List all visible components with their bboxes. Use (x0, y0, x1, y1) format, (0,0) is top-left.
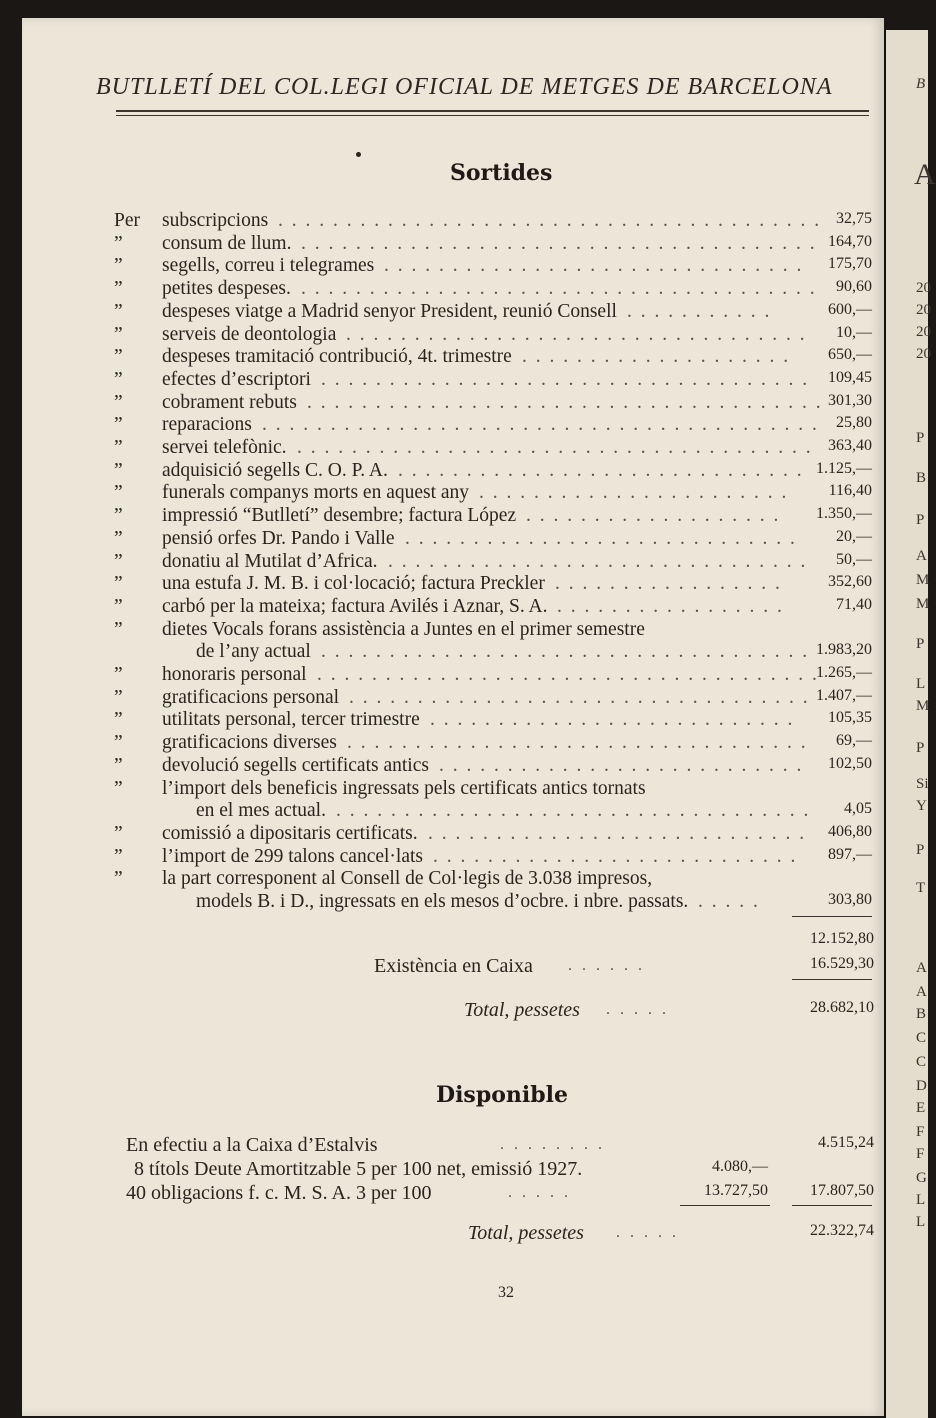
row-label: l’import de 299 talons cancel·lats (162, 845, 424, 867)
sliver-line: C (916, 1054, 927, 1070)
disponible-row-1-leader: . . . . . . . . (500, 1136, 605, 1153)
existencia-label: Existència en Caixa (374, 955, 533, 977)
sortides-row (114, 460, 872, 484)
row-leader: . . . . . . . . . . . . . . . . . . . . (522, 346, 791, 368)
row-prefix: ” (114, 777, 123, 799)
sortides-row (114, 846, 872, 870)
sliver-line: Y (916, 798, 927, 814)
disponible-row-2: 8 títols Deute Amortitzable 5 per 100 net, emissió 1927. (134, 1158, 583, 1180)
row-amount: 102,50 (828, 754, 872, 772)
sliver-line: M (916, 596, 930, 612)
row-leader: . . . . . . . . . . . (627, 300, 772, 322)
sortides-row (114, 414, 872, 438)
row-prefix: ” (114, 300, 123, 322)
sortides-row (114, 505, 872, 529)
sliver-big-letter: A (914, 158, 936, 191)
row-amount: 164,70 (828, 232, 872, 250)
row-amount: 90,60 (836, 278, 872, 296)
row-prefix: ” (114, 232, 123, 254)
row-amount: 105,35 (828, 709, 872, 727)
row-leader: . . . . . . . . . . . . . . . . . . . . . . . . . . . (433, 845, 798, 867)
row-label: petites despeses. (162, 278, 291, 300)
sliver-line: E (916, 1100, 926, 1116)
row-label: consum de llum. (162, 232, 292, 254)
sortides-row (114, 709, 872, 733)
row-amount: 650,— (828, 346, 872, 364)
row-label: adquisició segells C. O. P. A. (162, 459, 388, 481)
row-label: una estufa J. M. B. i col·locació; factura Preckler (162, 573, 545, 595)
sortides-row (114, 482, 872, 506)
row-prefix: ” (114, 709, 123, 731)
row-prefix: Per (114, 210, 140, 231)
row-amount: 1.983,20 (816, 641, 872, 659)
row-label: gratificacions diverses (162, 732, 337, 754)
row-amount: 10,— (836, 323, 872, 341)
disponible-row-3-amount: 17.807,50 (810, 1182, 874, 1199)
row-amount: 301,30 (828, 391, 872, 409)
row-label: funerals companys morts en aquest any (162, 482, 470, 504)
row-label: cobrament rebuts (162, 391, 297, 413)
row-prefix: ” (114, 323, 123, 345)
sortides-row (114, 619, 872, 643)
sliver-line: F (916, 1146, 925, 1162)
row-leader: . . . . . . . . . . . . . . . . . . . (526, 505, 781, 527)
sortides-row (114, 641, 872, 665)
row-leader: . . . . . . . . . . . . . . . . . . . . . . . . . . . . . . . . . . . . . . (307, 391, 823, 413)
sliver-line: P (916, 512, 925, 528)
sliver-line: G (916, 1170, 927, 1186)
sortides-row (114, 823, 872, 847)
row-leader: . . . . . . . . . . . . . . . . . . . . . . . . . . . . . . . . . . . . (321, 368, 810, 390)
sortides-row (114, 392, 872, 416)
sortides-row (114, 778, 872, 802)
row-leader: . . . . . . . . . . . . . . . . . . . . . . . . . . . . . . (398, 459, 804, 481)
row-amount: 32,75 (836, 210, 872, 227)
disponible-row-3-sub: 13.727,50 (704, 1182, 768, 1199)
row-label: despeses tramitació contribució, 4t. trimestre (162, 346, 512, 368)
row-leader: . . . . . . . . . . . . . . . . . . . . . . . . . . . (439, 754, 804, 776)
row-label: segells, correu i telegrames (162, 255, 375, 277)
row-label: despeses viatge a Madrid senyor President, reunió Consell (162, 300, 617, 322)
row-label: donatiu al Mutilat d’Africa. (162, 550, 378, 572)
row-prefix: ” (114, 368, 123, 390)
row-amount: 1.125,— (816, 459, 872, 477)
header-rule-thin (116, 115, 869, 116)
row-leader: . . . . . . . . . . . . . . . . . . . . . . . . . . . . . . . . . . (346, 323, 807, 345)
adjacent-page-edge (884, 30, 936, 1418)
sliver-line: P (916, 740, 925, 756)
sortides-row (114, 551, 872, 575)
row-label: servei telefònic. (162, 437, 287, 458)
row-label: l’import dels beneficis ingressats pels certificats antics tornats (162, 777, 646, 799)
sliver-line: P (916, 636, 925, 652)
row-leader: . . . . . . . . . . . . . . . . . . . . . . . . . . . . . . . . . . . . . . . . . (262, 414, 819, 436)
row-prefix: ” (114, 573, 123, 595)
row-prefix: ” (114, 482, 123, 504)
row-prefix: ” (114, 754, 123, 776)
subtotal-amount: 12.152,80 (810, 930, 874, 947)
row-prefix: ” (114, 732, 123, 754)
sliver-line: T (916, 880, 926, 896)
header-rule (116, 110, 869, 112)
row-label: reparacions (162, 414, 252, 436)
row-label: efectes d’escriptori (162, 368, 311, 390)
sliver-line: F (916, 1124, 925, 1140)
row-label: subscripcions (162, 210, 269, 231)
sortides-total-label: Total, pessetes (464, 999, 580, 1021)
section-title-disponible: Disponible (436, 1082, 568, 1108)
sortides-total-amount: 28.682,10 (810, 999, 874, 1016)
row-leader: . . . . . . . . . . . . . . . . . . . . . . . . . . . . . . . . . . . (336, 800, 811, 822)
sliver-line: A (916, 984, 927, 1000)
sliver-line: B (916, 470, 927, 486)
disponible-row-1: En efectiu a la Caixa d’Estalvis (126, 1134, 378, 1156)
row-prefix: ” (114, 868, 123, 890)
row-amount: 406,80 (828, 822, 872, 840)
row-leader: . . . . . . . . . . . . . . . . . . . . . . . . . . . . . . . . . . . . . . (297, 437, 813, 458)
sliver-header-letter: B (916, 76, 926, 92)
sliver-line: A (916, 960, 927, 976)
row-label: serveis de deontologia (162, 323, 337, 345)
row-prefix: ” (114, 550, 123, 572)
row-amount: 20,— (836, 527, 872, 545)
row-amount: 50,— (836, 550, 872, 568)
existencia-amount: 16.529,30 (810, 955, 874, 972)
row-label: gratificacions personal (162, 686, 340, 708)
disponible-total-leader: . . . . . (616, 1224, 679, 1241)
row-amount: 1.350,— (816, 505, 872, 523)
sortides-row (114, 369, 872, 393)
sortides-row (114, 800, 872, 824)
sliver-line: M (916, 698, 930, 714)
row-prefix: ” (114, 437, 123, 458)
sliver-line: D (916, 1078, 927, 1094)
sliver-line: L (916, 676, 926, 692)
row-label: pensió orfes Dr. Pando i Valle (162, 527, 395, 549)
sortides-row (114, 324, 872, 348)
subtotal-rule (792, 916, 872, 917)
row-amount: 71,40 (836, 595, 872, 613)
row-leader: . . . . . . . . . . . . . . . . . . . . . . . . . . . . . . . . . . . . (321, 641, 810, 663)
page-header: BUTLLETÍ DEL COL.LEGI OFICIAL DE METGES DE BARCELONA (96, 74, 833, 100)
row-label: honoraris personal (162, 664, 307, 685)
row-prefix: ” (114, 505, 123, 527)
sortides-row (114, 346, 872, 370)
disponible-row-2-sub: 4.080,— (712, 1158, 768, 1175)
row-leader: . . . . . . . . . . . . . . . . . . . . . . . . . . . . . . . . . . . . . . . . (278, 210, 822, 231)
row-prefix: ” (114, 664, 123, 685)
sortides-row (114, 255, 872, 279)
row-leader: . . . . . . . . . . . . . . . . . . . . . . . . . . . . . . . . . . . . . . (301, 278, 817, 300)
row-label: models B. i D., ingressats en els mesos d’ocbre. i nbre. passats. (196, 891, 689, 912)
row-amount: 1.265,— (816, 664, 872, 681)
row-amount: 116,40 (828, 482, 872, 500)
row-label: devolució segells certificats antics (162, 754, 429, 776)
sortides-row (114, 278, 872, 302)
row-leader: . . . . . . . . . . . . . . . . . . . . . . . . . . . . . . . . . . . . . (317, 664, 819, 685)
row-amount: 175,70 (828, 255, 872, 273)
row-prefix: ” (114, 414, 123, 436)
row-leader: . . . . . . . . . . . . . . . . . . . . . . . . . . . . . . . . . . (347, 732, 808, 754)
sortides-total-leader: . . . . . (606, 1001, 669, 1018)
sliver-line: 20 (916, 302, 931, 318)
sliver-line: A (916, 548, 927, 564)
row-leader: . . . . . . . . . . . . . . . . . . . . . . . . . . . (430, 709, 795, 731)
sortides-row (114, 891, 872, 915)
page-number: 32 (498, 1284, 514, 1301)
row-prefix: ” (114, 527, 123, 549)
existencia-leader: . . . . . . (568, 957, 645, 974)
row-amount: 303,80 (828, 891, 872, 908)
sliver-line: Si (916, 776, 929, 792)
disponible-row-3-leader: . . . . . (508, 1184, 571, 1201)
sliver-line: L (916, 1192, 926, 1208)
section-title-sortides: Sortides (450, 160, 553, 186)
sortides-row (114, 528, 872, 552)
disponible-row-1-amount: 4.515,24 (818, 1134, 874, 1151)
disponible-row-3: 40 obligacions f. c. M. S. A. 3 per 100 (126, 1182, 432, 1204)
row-leader: . . . . . (698, 891, 760, 912)
row-leader: . . . . . . . . . . . . . . . . . . . . . . . (479, 482, 789, 504)
row-label: de l’any actual (196, 641, 311, 663)
sliver-line: C (916, 1030, 927, 1046)
sliver-line: B (916, 1006, 927, 1022)
row-label: dietes Vocals forans assistència a Juntes en el primer semestre (162, 618, 645, 640)
row-prefix: ” (114, 459, 123, 481)
row-prefix: ” (114, 822, 123, 844)
ink-dot (356, 152, 361, 157)
row-prefix: ” (114, 255, 123, 277)
sortides-row (114, 301, 872, 325)
row-prefix: ” (114, 686, 123, 708)
sortides-row (114, 210, 872, 234)
disponible-total-label: Total, pessetes (468, 1222, 584, 1244)
disponible-total-amount: 22.322,74 (810, 1222, 874, 1239)
sortides-row (114, 755, 872, 779)
row-amount: 352,60 (828, 573, 872, 591)
row-label: en el mes actual. (196, 800, 326, 822)
sortides-row (114, 732, 872, 756)
row-amount: 897,— (828, 845, 872, 863)
row-label: carbó per la mateixa; factura Avilés i Aznar, S. A. (162, 595, 548, 617)
sortides-row (114, 437, 872, 461)
row-leader: . . . . . . . . . . . . . . . . . . . . . . . . . . . . . (405, 527, 797, 549)
row-leader: . . . . . . . . . . . . . . . . . . . . . . . . . . . . . . . . . . (349, 686, 810, 708)
row-amount: 600,— (828, 300, 872, 318)
disponible-total-rule (792, 1205, 872, 1206)
sortides-row (114, 233, 872, 257)
row-leader: . . . . . . . . . . . . . . . . . (555, 573, 782, 595)
sliver-line: P (916, 842, 925, 858)
sortides-row (114, 573, 872, 597)
sliver-line: 20 (916, 280, 931, 296)
row-label: impressió “Butlletí” desembre; factura López (162, 505, 517, 527)
sortides-row (114, 687, 872, 711)
row-leader: . . . . . . . . . . . . . . . . . (557, 595, 784, 617)
row-prefix: ” (114, 278, 123, 300)
row-prefix: ” (114, 391, 123, 413)
row-amount: 363,40 (828, 437, 872, 454)
row-label: la part corresponent al Consell de Col·legis de 3.038 impresos, (162, 868, 653, 890)
row-amount: 4,05 (844, 800, 872, 818)
row-prefix: ” (114, 595, 123, 617)
sortides-row (114, 664, 872, 688)
sliver-line: 20 (916, 346, 931, 362)
total-rule (792, 979, 872, 980)
sortides-row (114, 868, 872, 892)
row-leader: . . . . . . . . . . . . . . . . . . . . . . . . . . . . (428, 822, 807, 844)
row-leader: . . . . . . . . . . . . . . . . . . . . . . . . . . . . . . . . . . . . . . (301, 232, 817, 254)
row-prefix: ” (114, 618, 123, 640)
row-amount: 25,80 (836, 414, 872, 432)
sliver-line: 20 (916, 324, 931, 340)
row-amount: 109,45 (828, 368, 872, 386)
row-leader: . . . . . . . . . . . . . . . . . . . . . . . . . . . . . . . (384, 255, 804, 277)
row-prefix: ” (114, 346, 123, 368)
row-leader: . . . . . . . . . . . . . . . . . . . . . . . . . . . . . . . (388, 550, 808, 572)
sliver-line: P (916, 430, 925, 446)
row-amount: 1.407,— (816, 686, 872, 704)
row-amount: 69,— (836, 732, 872, 750)
sliver-line: L (916, 1214, 926, 1230)
sliver-line: M (916, 572, 930, 588)
disponible-sub-rule (680, 1205, 770, 1206)
sortides-row (114, 596, 872, 620)
row-label: comissió a dipositaris certificats. (162, 822, 418, 844)
row-prefix: ” (114, 845, 123, 867)
row-label: utilitats personal, tercer trimestre (162, 709, 420, 731)
